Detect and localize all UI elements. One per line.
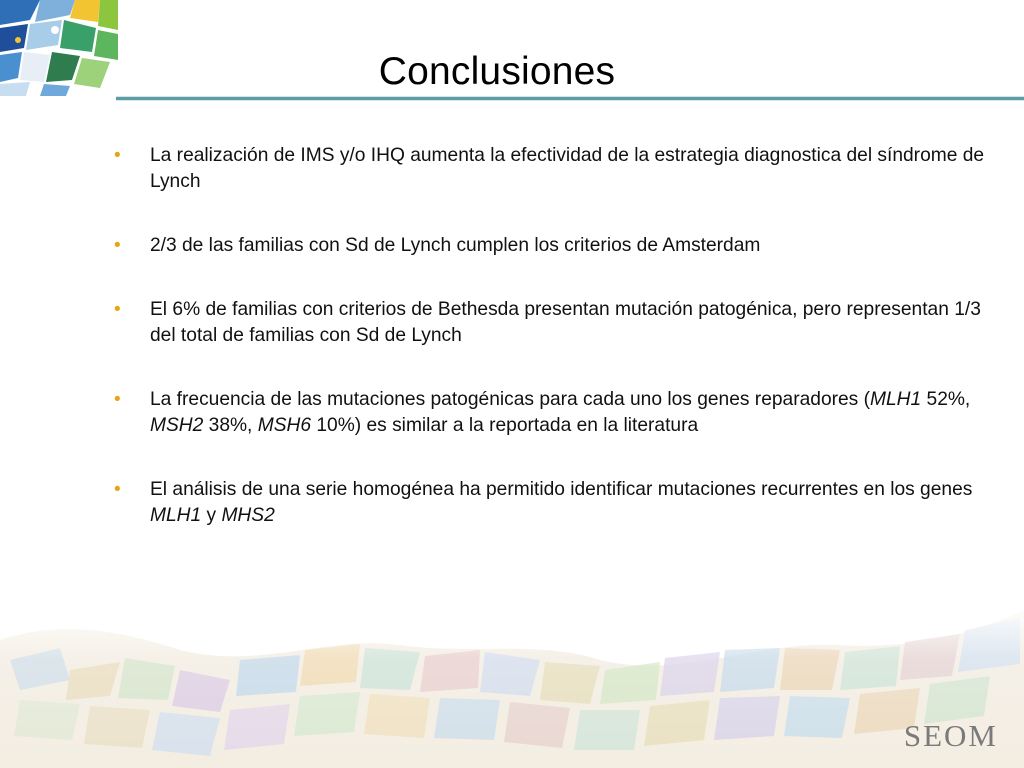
- gene-name: MSH2: [150, 415, 204, 436]
- gene-name: MLH1: [870, 389, 922, 410]
- list-item: [114, 143, 994, 195]
- gene-name: MSH6: [257, 415, 312, 436]
- bullet-icon: •: [114, 389, 121, 410]
- bullet-icon: •: [114, 299, 121, 320]
- bullet-text: El análisis de una serie homogénea ha permitido identificar mutaciones recurrentes en los genes MLH1 y MHS2: [150, 479, 973, 526]
- list-item: [114, 387, 994, 439]
- list-item: [114, 233, 994, 259]
- page-title: Conclusiones: [378, 50, 616, 93]
- list-item: [114, 477, 994, 529]
- list-item: [114, 297, 994, 349]
- bullet-text: La frecuencia de las mutaciones patogénicas para cada uno los genes reparadores (MLH1 52%, MSH2 38%, MSH6 10%) es similar a la reportada en la literatura: [150, 389, 971, 436]
- bullet-text: La realización de IMS y/o IHQ aumenta la efectividad de la estrategia diagnostica del síndrome de Lynch: [150, 145, 985, 192]
- gene-name: MLH1: [150, 505, 202, 526]
- bullet-list: [114, 143, 994, 529]
- mosaic-band-icon: [0, 600, 1024, 768]
- bullet-text: 2/3 de las familias con Sd de Lynch cumplen los criterios de Amsterdam: [150, 235, 761, 256]
- title-divider: [116, 96, 1024, 101]
- bullet-icon: •: [114, 145, 121, 166]
- bullet-icon: •: [114, 479, 121, 500]
- bullet-text: El 6% de familias con criterios de Bethesda presentan mutación patogénica, pero representan 1/3 del total de familias con Sd de Lynch: [150, 299, 981, 346]
- gene-name: MHS2: [221, 505, 275, 526]
- bullet-icon: •: [114, 235, 121, 256]
- brand-logo: SEOM: [903, 718, 998, 753]
